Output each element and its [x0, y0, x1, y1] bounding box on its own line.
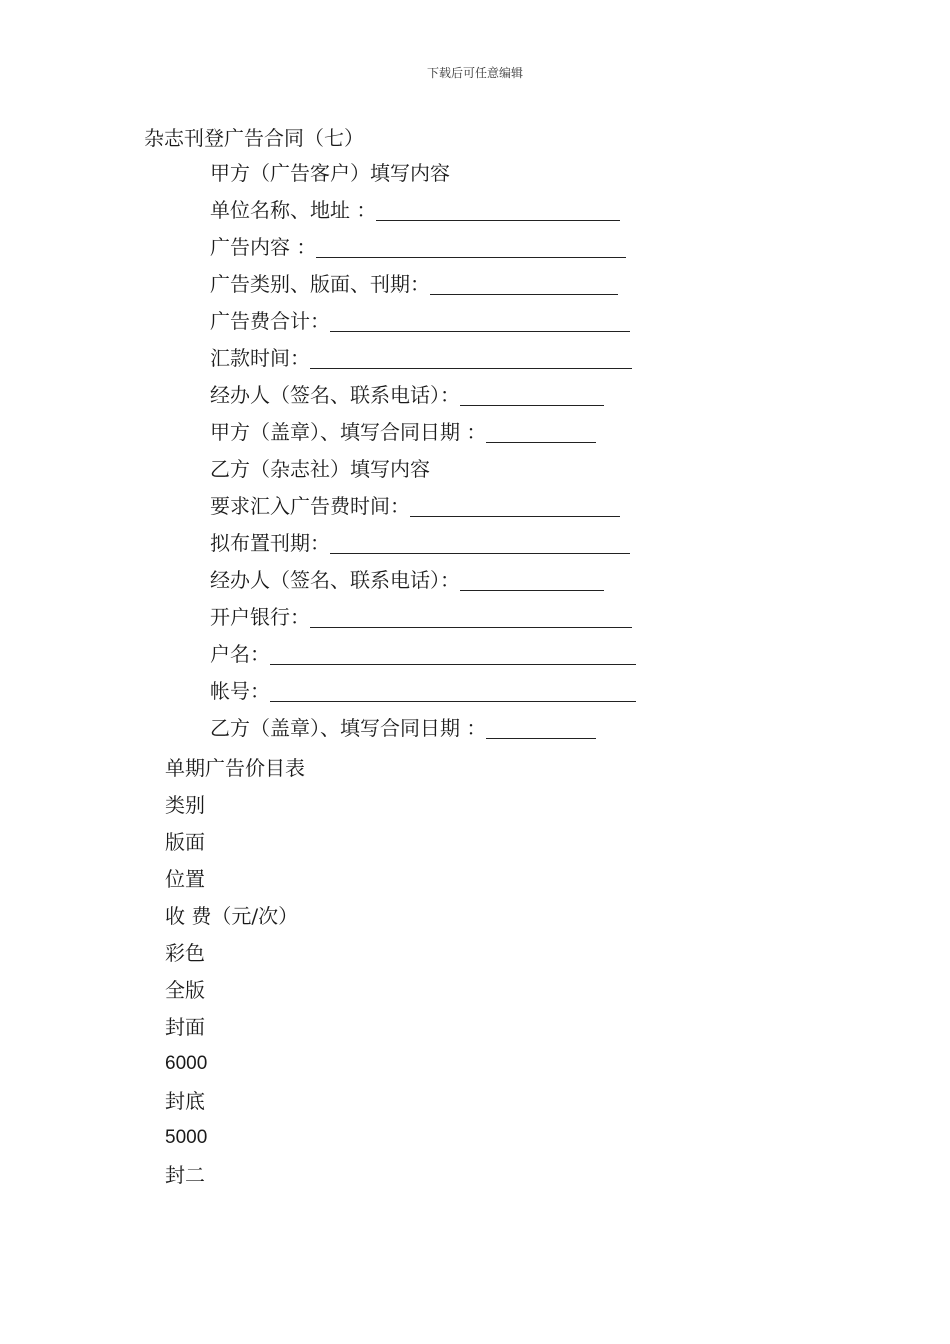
party-a-heading: 甲方（广告客户）填写内容 [210, 161, 450, 185]
field-remit-time[interactable]: 汇款时间： [210, 343, 632, 373]
party-b-heading: 乙方（杂志社）填写内容 [210, 457, 430, 481]
field-party-a-seal-date[interactable]: 甲方（盖章）、填写合同日期 ： [210, 417, 596, 447]
price-table-cell: 6000 [165, 1053, 208, 1074]
fill-blank[interactable] [486, 716, 596, 739]
fill-blank[interactable] [330, 531, 630, 554]
price-table-cell: 彩色 [165, 941, 205, 965]
fill-blank[interactable] [410, 494, 620, 517]
price-table-cell: 收 费（元/次） [165, 904, 299, 928]
price-table-title: 单期广告价目表 [165, 756, 305, 780]
price-table-cell: 位置 [165, 867, 205, 891]
page-header: 下载后可任意编辑 [426, 66, 523, 80]
field-account-number[interactable]: 帐号： [210, 676, 636, 706]
document-title: 杂志刊登广告合同（七） [144, 126, 364, 150]
price-table-cell: 封面 [165, 1015, 205, 1039]
field-agent-b[interactable]: 经办人（签名、联系电话）： [210, 565, 604, 595]
price-table-cell: 全版 [165, 978, 205, 1002]
fill-blank[interactable] [310, 605, 632, 628]
fill-blank[interactable] [316, 235, 626, 258]
fill-blank[interactable] [376, 198, 620, 221]
fill-blank[interactable] [460, 568, 604, 591]
fill-blank[interactable] [460, 383, 604, 406]
fill-blank[interactable] [486, 420, 596, 443]
field-ad-content[interactable]: 广告内容 ： [210, 232, 626, 262]
field-account-name[interactable]: 户名： [210, 639, 636, 669]
field-ad-category[interactable]: 广告类别、版面、刊期： [210, 269, 618, 299]
field-planned-issue[interactable]: 拟布置刊期： [210, 528, 630, 558]
field-party-b-seal-date[interactable]: 乙方（盖章）、填写合同日期 ： [210, 713, 596, 743]
fill-blank[interactable] [270, 679, 636, 702]
price-table-cell: 5000 [165, 1127, 208, 1148]
field-bank[interactable]: 开户银行： [210, 602, 632, 632]
price-table-cell: 版面 [165, 830, 205, 854]
price-table-cell: 封二 [165, 1163, 205, 1187]
fill-blank[interactable] [430, 272, 618, 295]
price-table-cell: 类别 [165, 793, 205, 817]
fill-blank[interactable] [310, 346, 632, 369]
field-agent-a[interactable]: 经办人（签名、联系电话）： [210, 380, 604, 410]
field-unit-name-address[interactable]: 单位名称、地址 ： [210, 195, 620, 225]
price-table-cell: 封底 [165, 1089, 205, 1113]
fill-blank[interactable] [330, 309, 630, 332]
field-remit-deadline[interactable]: 要求汇入广告费时间： [210, 491, 620, 521]
fill-blank[interactable] [270, 642, 636, 665]
field-ad-fee-total[interactable]: 广告费合计： [210, 306, 630, 336]
